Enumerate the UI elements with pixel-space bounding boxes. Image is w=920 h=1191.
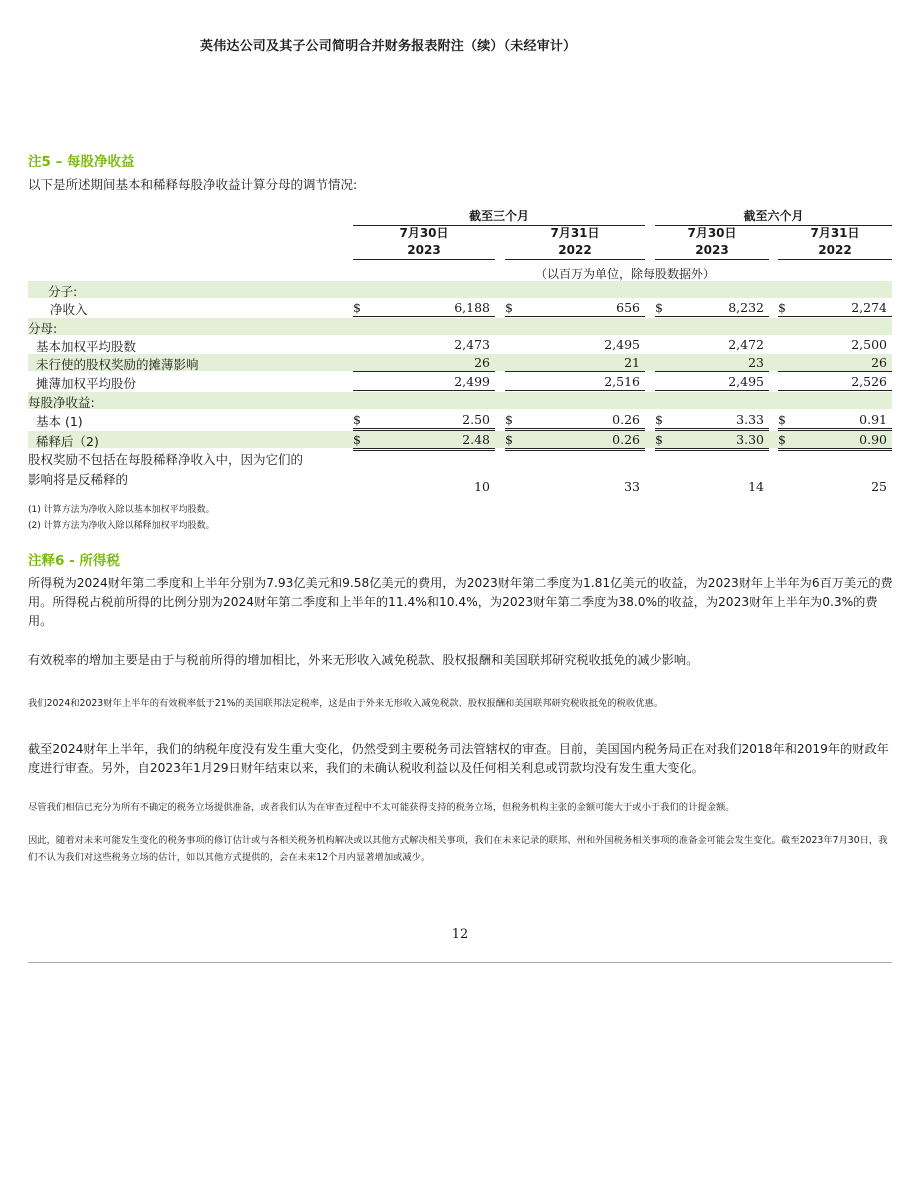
cell-value: 0.90 (859, 432, 887, 447)
cell-value: 2,499 (454, 374, 490, 389)
table-row (28, 299, 892, 316)
cell-value: 33 (624, 479, 640, 494)
cell-value: 2,516 (604, 374, 640, 389)
row-label: 分子: (48, 284, 78, 299)
column-date: 7月30日 (687, 226, 737, 240)
cell-value: 14 (748, 479, 764, 494)
column-date: 7月31日 (810, 226, 860, 240)
row-label: 稀释后（2) (36, 434, 99, 449)
currency-symbol: $ (778, 412, 786, 427)
column-year: 2023 (407, 243, 441, 257)
currency-symbol: $ (655, 412, 663, 427)
cell-value: 21 (624, 355, 640, 370)
period-six-months: 截至六个月 (655, 207, 892, 226)
label-line: 影响将是反稀释的 (28, 472, 129, 487)
cell-value: 2,473 (454, 337, 490, 352)
table-cell (655, 411, 769, 431)
cell-value: 2,500 (851, 337, 887, 352)
table-cell (505, 336, 645, 353)
table-cell (353, 411, 495, 431)
paragraph: 尽管我们相信已充分为所有不确定的税务立场提供准备，或者我们认为在审查过程中不太可能获得支持的税务立场，但税务机构主张的金额可能大于或小于我们的计提金额。 (28, 802, 735, 813)
paragraph: 所得税为2024财年第二季度和上半年分别为7.93亿美元和9.58亿美元的费用，为2023财年第二季度为1.81亿美元的收益，为2023财年上半年为6百万美元的费用。所得税占税前所得的比例分别为2024财年第二季度和上半年的11.4%和10.4%，为2023财年第二季度为38.0%的收益，为2023财年上半年为0.3%的费用。 (28, 576, 893, 628)
cell-value: 2.50 (462, 412, 490, 427)
table-cell (655, 299, 769, 319)
currency-symbol: $ (353, 432, 361, 447)
label-line: 股权奖励不包括在每股稀释净收入中，因为它们的 (28, 452, 304, 467)
cell-value: 3.33 (736, 412, 764, 427)
cell-value: 6,188 (454, 300, 490, 315)
table-row (28, 411, 892, 428)
table-cell (505, 299, 645, 319)
table-row (28, 281, 892, 298)
row-label: 每股净收益: (28, 395, 95, 410)
paragraph: 截至2024财年上半年，我们的纳税年度没有发生重大变化，仍然受到主要税务司法管辖权的审查。目前，美国国内税务局正在对我们2018年和2019年的财政年度进行审查。另外，自2023年1月29日财年结束以来，我们的未确认税收利益以及任何相关利息或罚款均没有发生重大变化。 (28, 742, 889, 775)
cell-value: 656 (616, 300, 640, 315)
currency-symbol: $ (655, 300, 663, 315)
currency-symbol: $ (778, 432, 786, 447)
table-cell (353, 373, 495, 393)
cell-value: 23 (748, 355, 764, 370)
cell-value: 0.26 (612, 412, 640, 427)
cell-value: 8,232 (728, 300, 764, 315)
column-year: 2023 (695, 243, 729, 257)
column-header (353, 225, 495, 260)
eps-table (28, 205, 892, 505)
table-cell (353, 354, 495, 372)
table-cell (505, 373, 645, 393)
table-cell (655, 431, 769, 451)
note5-heading: 注5 – 每股净收益 (28, 154, 135, 170)
currency-symbol: $ (505, 300, 513, 315)
table-cell (778, 299, 892, 319)
currency-symbol: $ (505, 412, 513, 427)
row-label: 分母: (28, 321, 58, 336)
table-cell (505, 411, 645, 431)
note5-intro: 以下是所述期间基本和稀释每股净收益计算分母的调节情况: (28, 177, 358, 192)
table-row (28, 373, 892, 390)
table-cell (505, 354, 645, 372)
column-date: 7月31日 (550, 226, 600, 240)
cell-value: 2,274 (851, 300, 887, 315)
table-row (28, 354, 892, 371)
period-three-months: 截至三个月 (353, 207, 645, 226)
cell-value: 3.30 (736, 432, 764, 447)
page-number: 12 (451, 927, 469, 942)
currency-symbol: $ (778, 300, 786, 315)
table-cell (505, 431, 645, 451)
cell-value: 2,472 (728, 337, 764, 352)
footnote: (2) 计算方法为净收入除以稀释加权平均股数。 (28, 521, 215, 531)
cell-value: 26 (871, 355, 887, 370)
table-cell (778, 373, 892, 393)
table-cell (353, 431, 495, 451)
row-label: 未行使的股权奖励的摊薄影响 (36, 357, 199, 372)
table-cell (778, 411, 892, 431)
row-label: 基本 (1) (36, 414, 83, 429)
cell-value: 0.91 (859, 412, 887, 427)
cell-value: 2,495 (604, 337, 640, 352)
column-year: 2022 (558, 243, 592, 257)
currency-symbol: $ (353, 412, 361, 427)
currency-symbol: $ (353, 300, 361, 315)
antidilutive-label (28, 450, 338, 490)
row-label: 基本加权平均股数 (36, 339, 137, 354)
table-cell (655, 373, 769, 393)
note6-heading: 注释6 - 所得税 (28, 553, 120, 569)
column-date: 7月30日 (399, 226, 449, 240)
row-label: 摊薄加权平均股份 (36, 376, 137, 391)
table-row (28, 336, 892, 353)
column-header (778, 225, 892, 260)
cell-value: 10 (474, 479, 490, 494)
page-header: 英伟达公司及其子公司简明合并财务报表附注（续）（未经审计） (200, 39, 577, 54)
footer-divider (28, 962, 892, 963)
cell-value: 2,495 (728, 374, 764, 389)
table-cell (655, 354, 769, 372)
cell-value: 2.48 (462, 432, 490, 447)
table-row (28, 431, 892, 448)
cell-value: 0.26 (612, 432, 640, 447)
table-cell (655, 336, 769, 353)
footnote: (1) 计算方法为净收入除以基本加权平均股数。 (28, 505, 215, 515)
paragraph: 因此，随着对未来可能发生变化的税务事项的修订估计或与各相关税务机构解决或以其他方式解决相关事项，我们在未来记录的联邦、州和外国税务相关事项的准备金可能会发生变化。截至2023年7月30日，我们不认为我们对这些税务立场的估计，如以其他方式提供的，会在未来12个月内显著增加或减少。 (28, 835, 888, 863)
table-row (28, 392, 892, 409)
row-label: 净收入 (50, 302, 88, 317)
paragraph: 我们2024和2023财年上半年的有效税率低于21%的美国联邦法定税率，这是由于外来无形收入减免税款、股权报酬和美国联邦研究税收抵免的税收优惠。 (28, 698, 664, 709)
cell-value: 25 (871, 479, 887, 494)
column-header (655, 225, 769, 260)
cell-value: 26 (474, 355, 490, 370)
table-cell (778, 431, 892, 451)
column-year: 2022 (818, 243, 852, 257)
table-cell (353, 299, 495, 319)
currency-symbol: $ (655, 432, 663, 447)
table-cell (353, 336, 495, 353)
cell-value: 2,526 (851, 374, 887, 389)
table-cell (778, 354, 892, 372)
table-cell (778, 336, 892, 353)
paragraph: 有效税率的增加主要是由于与税前所得的增加相比，外来无形收入减免税款、股权报酬和美国联邦研究税收抵免的减少影响。 (28, 653, 699, 667)
column-header (505, 225, 645, 260)
currency-symbol: $ (505, 432, 513, 447)
unit-note: （以百万为单位，除每股数据外） (534, 267, 715, 281)
table-row (28, 318, 892, 335)
